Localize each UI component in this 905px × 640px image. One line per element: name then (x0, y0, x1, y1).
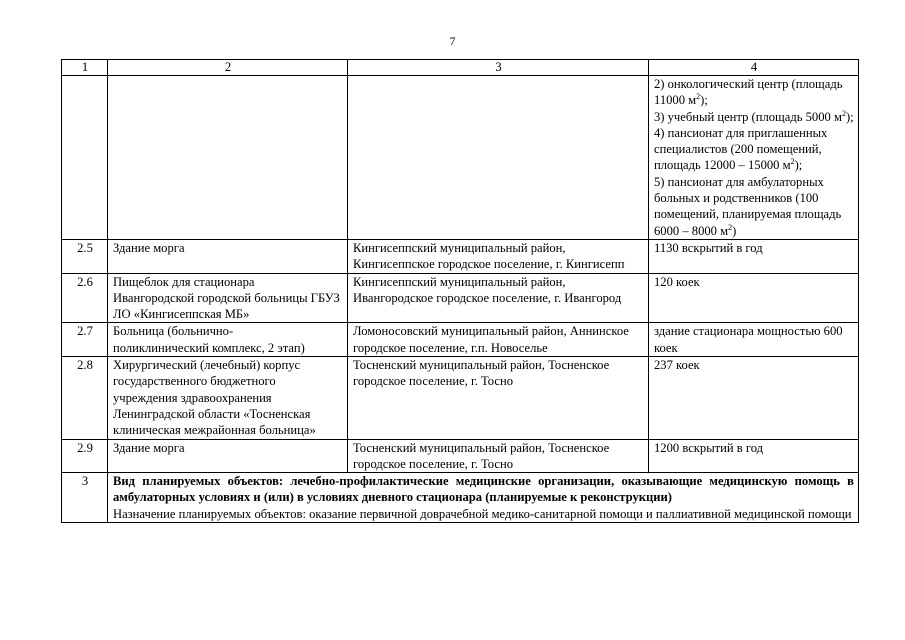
objects-table (61, 59, 859, 523)
object-capacity: 1130 вскрытий в год (649, 239, 859, 273)
capacity-line: 5) пансионат для амбулаторных больных и родственников (100 помещений, планируемая площадь 6000 – 8000 $м^2$) (654, 174, 842, 238)
row-number: 2.8 (62, 357, 108, 439)
table-row (62, 273, 859, 323)
table-row (62, 439, 859, 473)
object-name: Больница (больнично- поликлинический комплекс, 2 этап) (108, 323, 348, 357)
page-number: 7 (449, 34, 456, 48)
table-row (62, 323, 859, 357)
object-capacity: 120 коек (649, 273, 859, 323)
object-name: Пищеблок для стационара Ивангородской городской больницы ГБУЗ ЛО «Кингисеппская МБ» (108, 273, 348, 323)
section-purpose-text: Назначение планируемых объектов: оказание первичной доврачебной медико-санитарной помощи и паллиативной медицинской помощи (113, 506, 852, 521)
object-location: Ломоносовский муниципальный район, Аннинское городское поселение, г.п. Новоселье (348, 323, 649, 357)
object-name: Здание морга (108, 239, 348, 273)
object-capacity: 237 коек (649, 357, 859, 439)
capacity-line: 2) онкологический центр (площадь 11000 $м^2$); (654, 77, 843, 108)
object-name: Здание морга (108, 439, 348, 473)
row-number: 2.6 (62, 273, 108, 323)
continuation-capacity (649, 76, 859, 240)
section-type-heading: Вид планируемых объектов: лечебно-профилактические медицинские организации, оказывающие медицинскую помощь в амбулаторных условиях и (или) в условиях дневного стационара (планируемые к реконструкции) (113, 474, 854, 505)
object-location: Тосненский муниципальный район, Тосненское городское поселение, г. Тосно (348, 357, 649, 439)
section-number: 3 (62, 473, 108, 523)
table-row (62, 239, 859, 273)
capacity-line: 3) учебный центр (площадь 5000 $м^2$); (654, 108, 854, 124)
table-header-row (62, 60, 859, 76)
object-location: Кингисеппский муниципальный район, Кингисеппское городское поселение, г. Кингисепп (348, 239, 649, 273)
section-row (62, 473, 859, 523)
column-header-2: 2 (108, 60, 348, 76)
row-number: 2.7 (62, 323, 108, 357)
table-row (62, 357, 859, 439)
row-number: 2.5 (62, 239, 108, 273)
capacity-line: 4) пансионат для приглашенных специалистов (200 помещений, площадь 12000 – 15000 $м^2$); (654, 125, 828, 173)
object-capacity: 1200 вскрытий в год (649, 439, 859, 473)
object-capacity: здание стационара мощностью 600 коек (649, 323, 859, 357)
column-header-1: 1 (62, 60, 108, 76)
section-description (108, 473, 859, 523)
column-header-3: 3 (348, 60, 649, 76)
column-header-4: 4 (649, 60, 859, 76)
object-location: Кингисеппский муниципальный район, Ивангородское городское поселение, г. Ивангород (348, 273, 649, 323)
object-name: Хирургический (лечебный) корпус государственного бюджетного учреждения здравоохранения Ленинградской области «Тосненская клиническая межрайонная больница» (108, 357, 348, 439)
continuation-row (62, 76, 859, 240)
row-number: 2.9 (62, 439, 108, 473)
object-location: Тосненский муниципальный район, Тосненское городское поселение, г. Тосно (348, 439, 649, 473)
